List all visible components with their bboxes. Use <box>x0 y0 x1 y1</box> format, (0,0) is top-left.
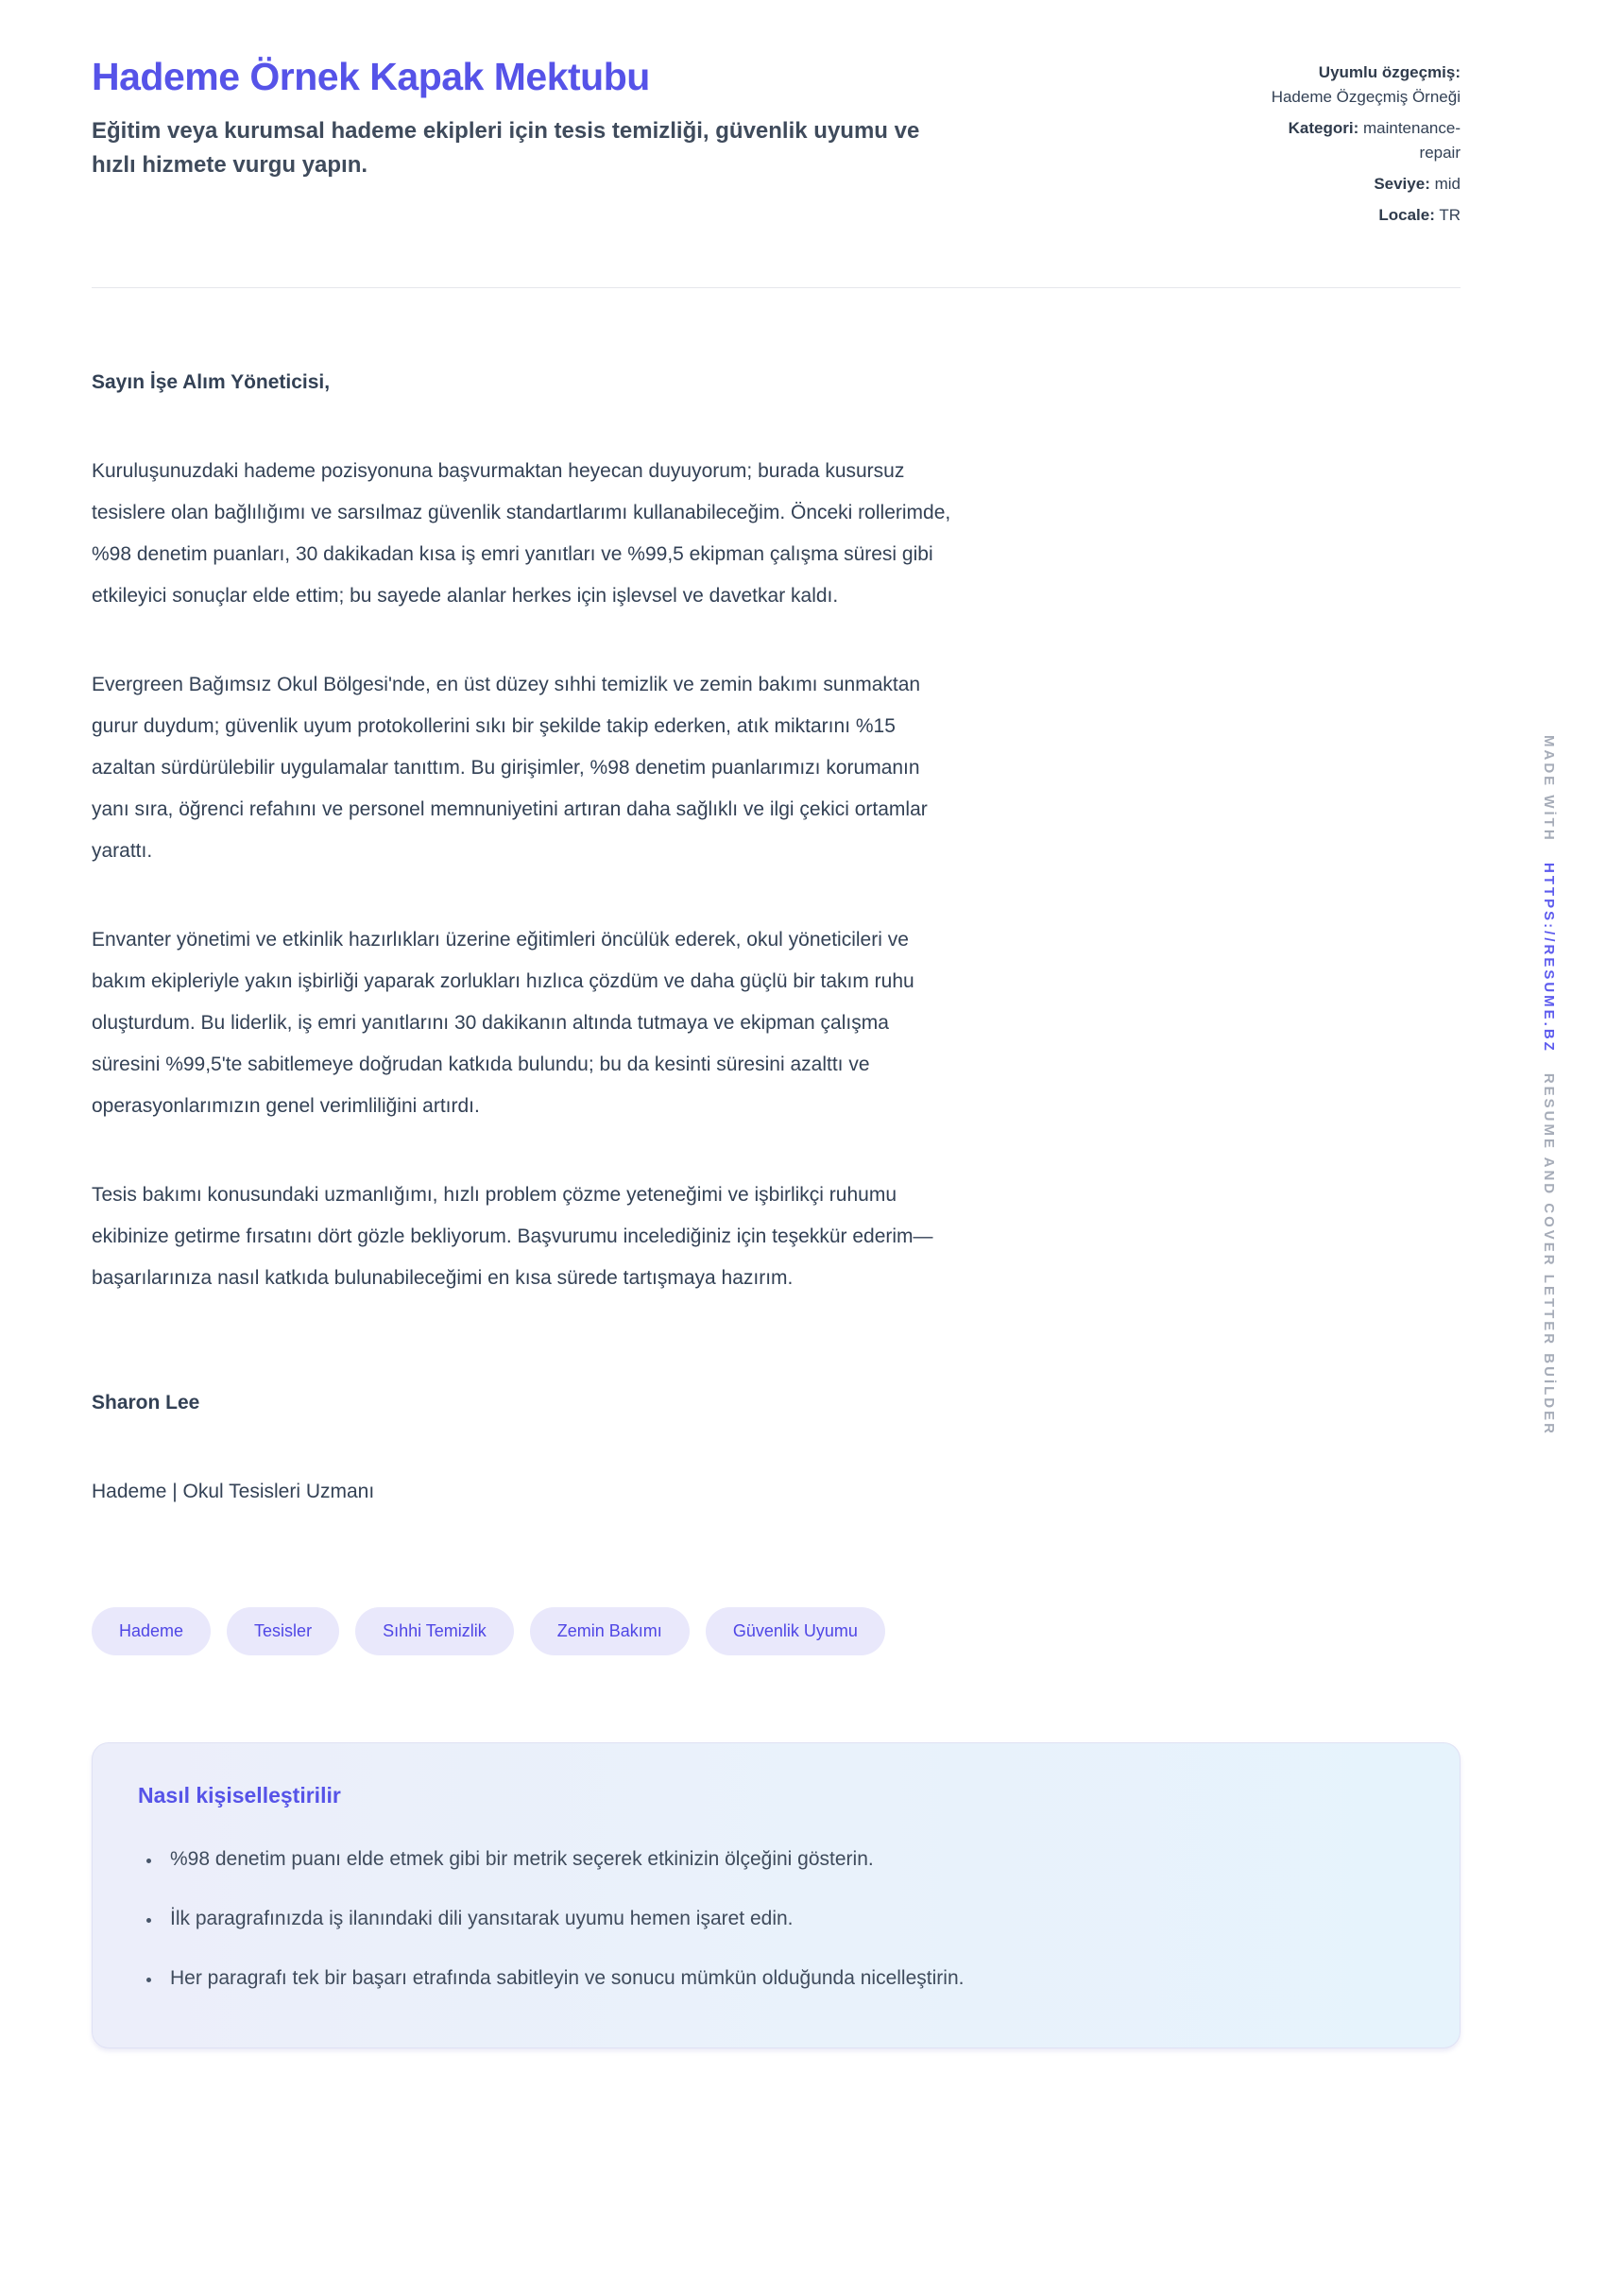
tag-zemin-bakimi[interactable]: Zemin Bakımı <box>530 1607 690 1655</box>
letter-paragraph: Kuruluşunuzdaki hademe pozisyonuna başvurmaktan heyecan duyuyorum; burada kusursuz tesislere olan bağlılığımı ve sarsılmaz güvenlik standartlarımı kullanabileceğim. Önceki rollerimde, %98 denetim puanları, 30 dakikadan kısa iş emri yanıtları ve %99,5 ekipman çalışma süresi gibi etkileyici sonuçlar elde ettim; bu sayede alanlar herkes için işlevsel ve davetkar kaldı. <box>92 460 951 607</box>
letter-greeting: Sayın İşe Alım Yöneticisi, <box>92 371 331 393</box>
tip-item: • İlk paragrafınızda iş ilanındaki dili yansıtarak uyumu hemen işaret edin. <box>162 1900 1414 1938</box>
signature-block <box>92 1382 953 1513</box>
header-titles <box>92 55 942 182</box>
signature-role: Hademe | Okul Tesisleri Uzmanı <box>92 1481 375 1502</box>
meta-matching-resume-label: Uyumlu özgeçmiş: <box>1318 63 1461 81</box>
header-divider <box>92 287 1461 288</box>
meta-level-label: Seviye: <box>1374 175 1430 193</box>
meta-category-value: maintenance-repair <box>1362 119 1461 162</box>
meta-locale-label: Locale: <box>1378 206 1435 224</box>
page-title: Hademe Örnek Kapak Mektubu <box>92 55 650 98</box>
meta-category <box>1255 116 1461 165</box>
tips-title: Nasıl kişiselleştirilir <box>138 1783 341 1808</box>
meta-category-label: Kategori: <box>1288 119 1359 137</box>
letter-paragraph: Evergreen Bağımsız Okul Bölgesi'nde, en üst düzey sıhhi temizlik ve zemin bakımı sunmaktan gurur duydum; güvenlik uyum protokollerini sıkı bir şekilde takip ederken, atık miktarını %15 azaltan sürdürülebilir uygulamalar tanıttım. Bu girişimler, %98 denetim puanlarımızı korumanın yanı sıra, öğrenci refahını ve personel memnuniyetini artıran daha sağlıklı ve ilgi çekici ortamlar yarattı. <box>92 674 928 862</box>
watermark-made-with-text: MADE WİTH <box>1541 735 1557 843</box>
meta-locale-value: TR <box>1439 206 1461 224</box>
page-subtitle: Eğitim veya kurumsal hademe ekipleri için tesis temizliği, güvenlik uyumu ve hızlı hizmete vurgu yapın. <box>92 118 920 178</box>
meta-matching-resume <box>1255 60 1461 110</box>
signature-name: Sharon Lee <box>92 1392 200 1414</box>
meta-locale <box>1255 203 1461 228</box>
tag-hademe[interactable]: Hademe <box>92 1607 211 1655</box>
letter-body <box>92 362 953 1513</box>
tag-list <box>92 1607 1461 1655</box>
watermark <box>1541 735 1557 1436</box>
meta-level-value: mid <box>1434 175 1461 193</box>
letter-paragraph: Envanter yönetimi ve etkinlik hazırlıkları üzerine eğitimleri öncülük ederek, okul yöneticileri ve bakım ekipleriyle yakın işbirliği yaparak zorlukları hızlıca çözdüm ve daha güçlü bir takım ruhu oluşturdum. Bu liderlik, iş emri yanıtlarını 30 dakikanın altında tutmaya ve ekipman çalışma süresini %99,5'te sabitlemeye doğrudan katkıda bulundu; bu da kesinti süresini azalttı ve operasyonlarımızın genel verimliliğini artırdı. <box>92 929 914 1117</box>
letter-paragraph: Tesis bakımı konusundaki uzmanlığımı, hızlı problem çözme yeteneğimi ve işbirlikçi ruhumu ekibinize getirme fırsatını dört gözle bekliyorum. Başvurumu incelediğiniz için teşekkür ederim—başarılarınıza nasıl katkıda bulunabileceğimi en kısa sürede tartışmaya hazırım. <box>92 1184 933 1289</box>
meta-panel <box>1255 55 1461 234</box>
personalization-tips-box <box>92 1742 1461 2048</box>
watermark-resume-bz-link[interactable]: HTTPS://RESUME.BZ <box>1541 862 1557 1054</box>
tag-guvenlik-uyumu[interactable]: Güvenlik Uyumu <box>706 1607 885 1655</box>
tag-tesisler[interactable]: Tesisler <box>227 1607 339 1655</box>
watermark-builder-text: RESUME AND COVER LETTER BUİLDER <box>1541 1072 1557 1436</box>
tips-list <box>138 1841 1414 1997</box>
meta-level <box>1255 172 1461 197</box>
header <box>92 55 1461 234</box>
tip-item: • %98 denetim puanı elde etmek gibi bir metrik seçerek etkinizin ölçeğini gösterin. <box>162 1841 1414 1878</box>
meta-matching-resume-link[interactable]: Hademe Özgeçmiş Örneği <box>1271 88 1461 106</box>
tag-sihhi-temizlik[interactable]: Sıhhi Temizlik <box>355 1607 514 1655</box>
tip-item: • Her paragrafı tek bir başarı etrafında sabitleyin ve sonucu mümkün olduğunda nicelleştirin. <box>162 1960 1414 1997</box>
